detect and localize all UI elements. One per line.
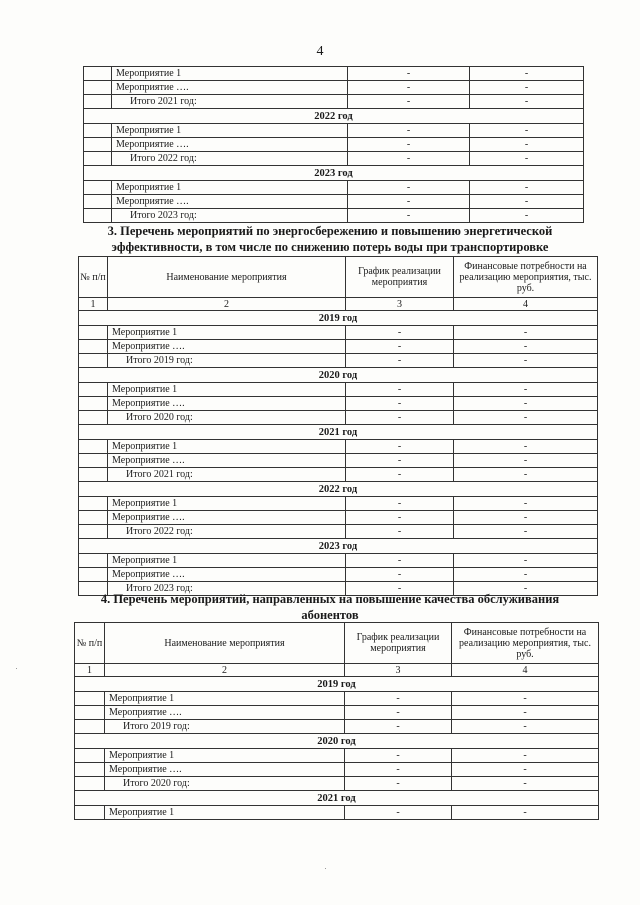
page-number: 4	[316, 44, 324, 59]
scan-speck	[325, 868, 326, 869]
cost-cell: -	[452, 720, 599, 734]
num-cell	[84, 95, 112, 109]
num-cell	[79, 468, 108, 482]
schedule-cell: -	[346, 568, 454, 582]
activity-name-cell: Итого 2022 год:	[112, 152, 348, 166]
year-label: 2019 год	[79, 311, 598, 326]
schedule-cell: -	[348, 95, 470, 109]
section4-title	[70, 591, 590, 623]
schedule-cell: -	[348, 209, 470, 223]
schedule-cell: -	[346, 525, 454, 539]
table-row	[84, 67, 584, 81]
activity-name-cell: Мероприятие ….	[112, 195, 348, 209]
cost-cell: -	[470, 95, 584, 109]
schedule-cell: -	[348, 81, 470, 95]
year-row	[75, 791, 599, 806]
header-cost: Финансовые потребности на реализацию мероприятия, тыс. руб.	[454, 257, 598, 298]
num-cell	[75, 777, 105, 791]
schedule-cell: -	[345, 777, 452, 791]
col-number: 3	[346, 298, 454, 311]
year-row	[84, 109, 584, 124]
cost-cell: -	[454, 497, 598, 511]
cost-cell: -	[454, 411, 598, 425]
schedule-cell: -	[345, 806, 452, 820]
section3-table	[78, 256, 598, 596]
cost-cell: -	[454, 326, 598, 340]
year-label: 2020 год	[75, 734, 599, 749]
num-cell	[79, 554, 108, 568]
schedule-cell: -	[345, 706, 452, 720]
cost-cell: -	[454, 383, 598, 397]
activity-name-cell: Итого 2020 год:	[105, 777, 345, 791]
total-row	[84, 209, 584, 223]
col-number: 1	[79, 298, 108, 311]
schedule-cell: -	[346, 497, 454, 511]
schedule-cell: -	[348, 138, 470, 152]
schedule-cell: -	[346, 354, 454, 368]
scan-speck	[16, 668, 17, 669]
header-name: Наименование мероприятия	[108, 257, 346, 298]
num-cell	[75, 749, 105, 763]
table-row	[79, 397, 598, 411]
activity-name-cell: Итого 2023 год:	[112, 209, 348, 223]
schedule-cell: -	[345, 720, 452, 734]
table-row	[79, 326, 598, 340]
activity-name-cell: Итого 2019 год:	[108, 354, 346, 368]
year-label: 2023 год	[84, 166, 584, 181]
schedule-cell: -	[348, 67, 470, 81]
table-row	[79, 454, 598, 468]
num-cell	[79, 454, 108, 468]
activity-name-cell: Мероприятие 1	[105, 749, 345, 763]
cost-cell: -	[470, 209, 584, 223]
total-row	[84, 152, 584, 166]
schedule-cell: -	[346, 397, 454, 411]
activity-name-cell: Мероприятие ….	[112, 81, 348, 95]
table-row	[79, 554, 598, 568]
num-cell	[79, 397, 108, 411]
section3-body	[79, 311, 598, 596]
activity-name-cell: Итого 2021 год:	[112, 95, 348, 109]
num-cell	[75, 692, 105, 706]
section4-title-line1: 4. Перечень мероприятий, направленных на повышение качества обслуживания	[100, 592, 560, 606]
header-cost: Финансовые потребности на реализацию мероприятия, тыс. руб.	[452, 623, 599, 664]
num-cell	[84, 138, 112, 152]
schedule-cell: -	[348, 195, 470, 209]
header-name: Наименование мероприятия	[105, 623, 345, 664]
num-cell	[75, 706, 105, 720]
activity-name-cell: Мероприятие ….	[105, 706, 345, 720]
header-schedule: График реализации мероприятия	[346, 257, 454, 298]
activity-name-cell: Мероприятие ….	[108, 454, 346, 468]
num-cell	[79, 440, 108, 454]
schedule-cell: -	[346, 454, 454, 468]
year-row	[75, 734, 599, 749]
cost-cell: -	[470, 124, 584, 138]
table-row	[75, 763, 599, 777]
cost-cell: -	[454, 554, 598, 568]
cost-cell: -	[452, 763, 599, 777]
total-row	[75, 720, 599, 734]
num-cell	[75, 720, 105, 734]
schedule-cell: -	[348, 181, 470, 195]
cost-cell: -	[452, 777, 599, 791]
total-row	[79, 411, 598, 425]
section4-body	[75, 677, 599, 820]
schedule-cell: -	[346, 468, 454, 482]
schedule-cell: -	[348, 152, 470, 166]
cost-cell: -	[470, 138, 584, 152]
schedule-cell: -	[345, 692, 452, 706]
num-cell	[79, 340, 108, 354]
top-table-body	[84, 67, 584, 223]
year-row	[79, 368, 598, 383]
total-row	[79, 354, 598, 368]
cost-cell: -	[452, 806, 599, 820]
year-label: 2021 год	[75, 791, 599, 806]
total-row	[79, 468, 598, 482]
cost-cell: -	[454, 354, 598, 368]
activity-name-cell: Мероприятие ….	[108, 397, 346, 411]
activity-name-cell: Итого 2022 год:	[108, 525, 346, 539]
table-row	[79, 568, 598, 582]
year-label: 2022 год	[79, 482, 598, 497]
num-cell	[79, 383, 108, 397]
cost-cell: -	[452, 692, 599, 706]
num-cell	[79, 411, 108, 425]
table-row	[84, 81, 584, 95]
section4-title-line2: абонентов	[301, 608, 359, 622]
num-cell	[84, 152, 112, 166]
schedule-cell: -	[346, 511, 454, 525]
section3-title	[70, 223, 590, 255]
cost-cell: -	[470, 152, 584, 166]
activity-name-cell: Итого 2023 год:	[108, 582, 346, 596]
header-num: № п/п	[75, 623, 105, 664]
col-number: 2	[105, 664, 345, 677]
col-number: 4	[452, 664, 599, 677]
schedule-cell: -	[346, 582, 454, 596]
activity-name-cell: Мероприятие ….	[108, 568, 346, 582]
table-row	[84, 138, 584, 152]
num-cell	[84, 209, 112, 223]
activity-name-cell: Мероприятие 1	[112, 181, 348, 195]
col-number: 2	[108, 298, 346, 311]
cost-cell: -	[454, 340, 598, 354]
num-cell	[79, 354, 108, 368]
schedule-cell: -	[345, 749, 452, 763]
activity-name-cell: Мероприятие 1	[105, 806, 345, 820]
table-row	[84, 181, 584, 195]
section3-header-row	[79, 257, 598, 298]
table-row	[75, 706, 599, 720]
top-table	[83, 66, 584, 223]
activity-name-cell: Мероприятие ….	[108, 511, 346, 525]
table-row	[84, 124, 584, 138]
cost-cell: -	[454, 511, 598, 525]
col-number: 4	[454, 298, 598, 311]
activity-name-cell: Мероприятие ….	[108, 340, 346, 354]
num-cell	[84, 195, 112, 209]
schedule-cell: -	[346, 411, 454, 425]
cost-cell: -	[454, 568, 598, 582]
section3-column-numbers	[79, 298, 598, 311]
header-schedule: График реализации мероприятия	[345, 623, 452, 664]
table-row	[79, 511, 598, 525]
activity-name-cell: Мероприятие 1	[108, 554, 346, 568]
schedule-cell: -	[346, 326, 454, 340]
total-row	[79, 525, 598, 539]
year-row	[79, 482, 598, 497]
cost-cell: -	[470, 195, 584, 209]
table-row	[79, 383, 598, 397]
activity-name-cell: Итого 2021 год:	[108, 468, 346, 482]
year-label: 2022 год	[84, 109, 584, 124]
cost-cell: -	[452, 749, 599, 763]
table-row	[75, 692, 599, 706]
cost-cell: -	[452, 706, 599, 720]
total-row	[84, 95, 584, 109]
year-row	[79, 311, 598, 326]
schedule-cell: -	[345, 763, 452, 777]
cost-cell: -	[454, 454, 598, 468]
activity-name-cell: Мероприятие 1	[112, 124, 348, 138]
year-row	[84, 166, 584, 181]
num-cell	[79, 326, 108, 340]
cost-cell: -	[470, 67, 584, 81]
num-cell	[84, 181, 112, 195]
table-row	[79, 497, 598, 511]
activity-name-cell: Мероприятие 1	[108, 440, 346, 454]
num-cell	[79, 511, 108, 525]
table-row	[75, 749, 599, 763]
header-num: № п/п	[79, 257, 108, 298]
num-cell	[75, 806, 105, 820]
cost-cell: -	[454, 440, 598, 454]
activity-name-cell: Мероприятие 1	[108, 383, 346, 397]
year-label: 2020 год	[79, 368, 598, 383]
activity-name-cell: Мероприятие 1	[108, 497, 346, 511]
num-cell	[84, 81, 112, 95]
table-row	[79, 440, 598, 454]
year-label: 2019 год	[75, 677, 599, 692]
schedule-cell: -	[346, 383, 454, 397]
schedule-cell: -	[346, 554, 454, 568]
cost-cell: -	[454, 525, 598, 539]
col-number: 1	[75, 664, 105, 677]
num-cell	[79, 497, 108, 511]
num-cell	[84, 67, 112, 81]
num-cell	[84, 124, 112, 138]
year-row	[75, 677, 599, 692]
cost-cell: -	[454, 582, 598, 596]
activity-name-cell: Итого 2019 год:	[105, 720, 345, 734]
table-row	[79, 340, 598, 354]
schedule-cell: -	[346, 340, 454, 354]
section3-title-line1: 3. Перечень мероприятий по энергосбережению и повышению энергетической	[107, 224, 553, 238]
activity-name-cell: Итого 2020 год:	[108, 411, 346, 425]
num-cell	[79, 568, 108, 582]
cost-cell: -	[470, 81, 584, 95]
cost-cell: -	[454, 397, 598, 411]
year-label: 2023 год	[79, 539, 598, 554]
section4-table	[74, 622, 599, 820]
activity-name-cell: Мероприятие ….	[105, 763, 345, 777]
total-row	[75, 777, 599, 791]
activity-name-cell: Мероприятие ….	[112, 138, 348, 152]
cost-cell: -	[470, 181, 584, 195]
activity-name-cell: Мероприятие 1	[105, 692, 345, 706]
table-row	[75, 806, 599, 820]
year-row	[79, 539, 598, 554]
table-row	[84, 195, 584, 209]
schedule-cell: -	[346, 440, 454, 454]
num-cell	[75, 763, 105, 777]
col-number: 3	[345, 664, 452, 677]
activity-name-cell: Мероприятие 1	[112, 67, 348, 81]
cost-cell: -	[454, 468, 598, 482]
activity-name-cell: Мероприятие 1	[108, 326, 346, 340]
section3-title-line2: эффективности, в том числе по снижению потерь воды при транспортировке	[111, 240, 549, 254]
section4-column-numbers	[75, 664, 599, 677]
num-cell	[79, 525, 108, 539]
year-row	[79, 425, 598, 440]
schedule-cell: -	[348, 124, 470, 138]
year-label: 2021 год	[79, 425, 598, 440]
section4-header-row	[75, 623, 599, 664]
